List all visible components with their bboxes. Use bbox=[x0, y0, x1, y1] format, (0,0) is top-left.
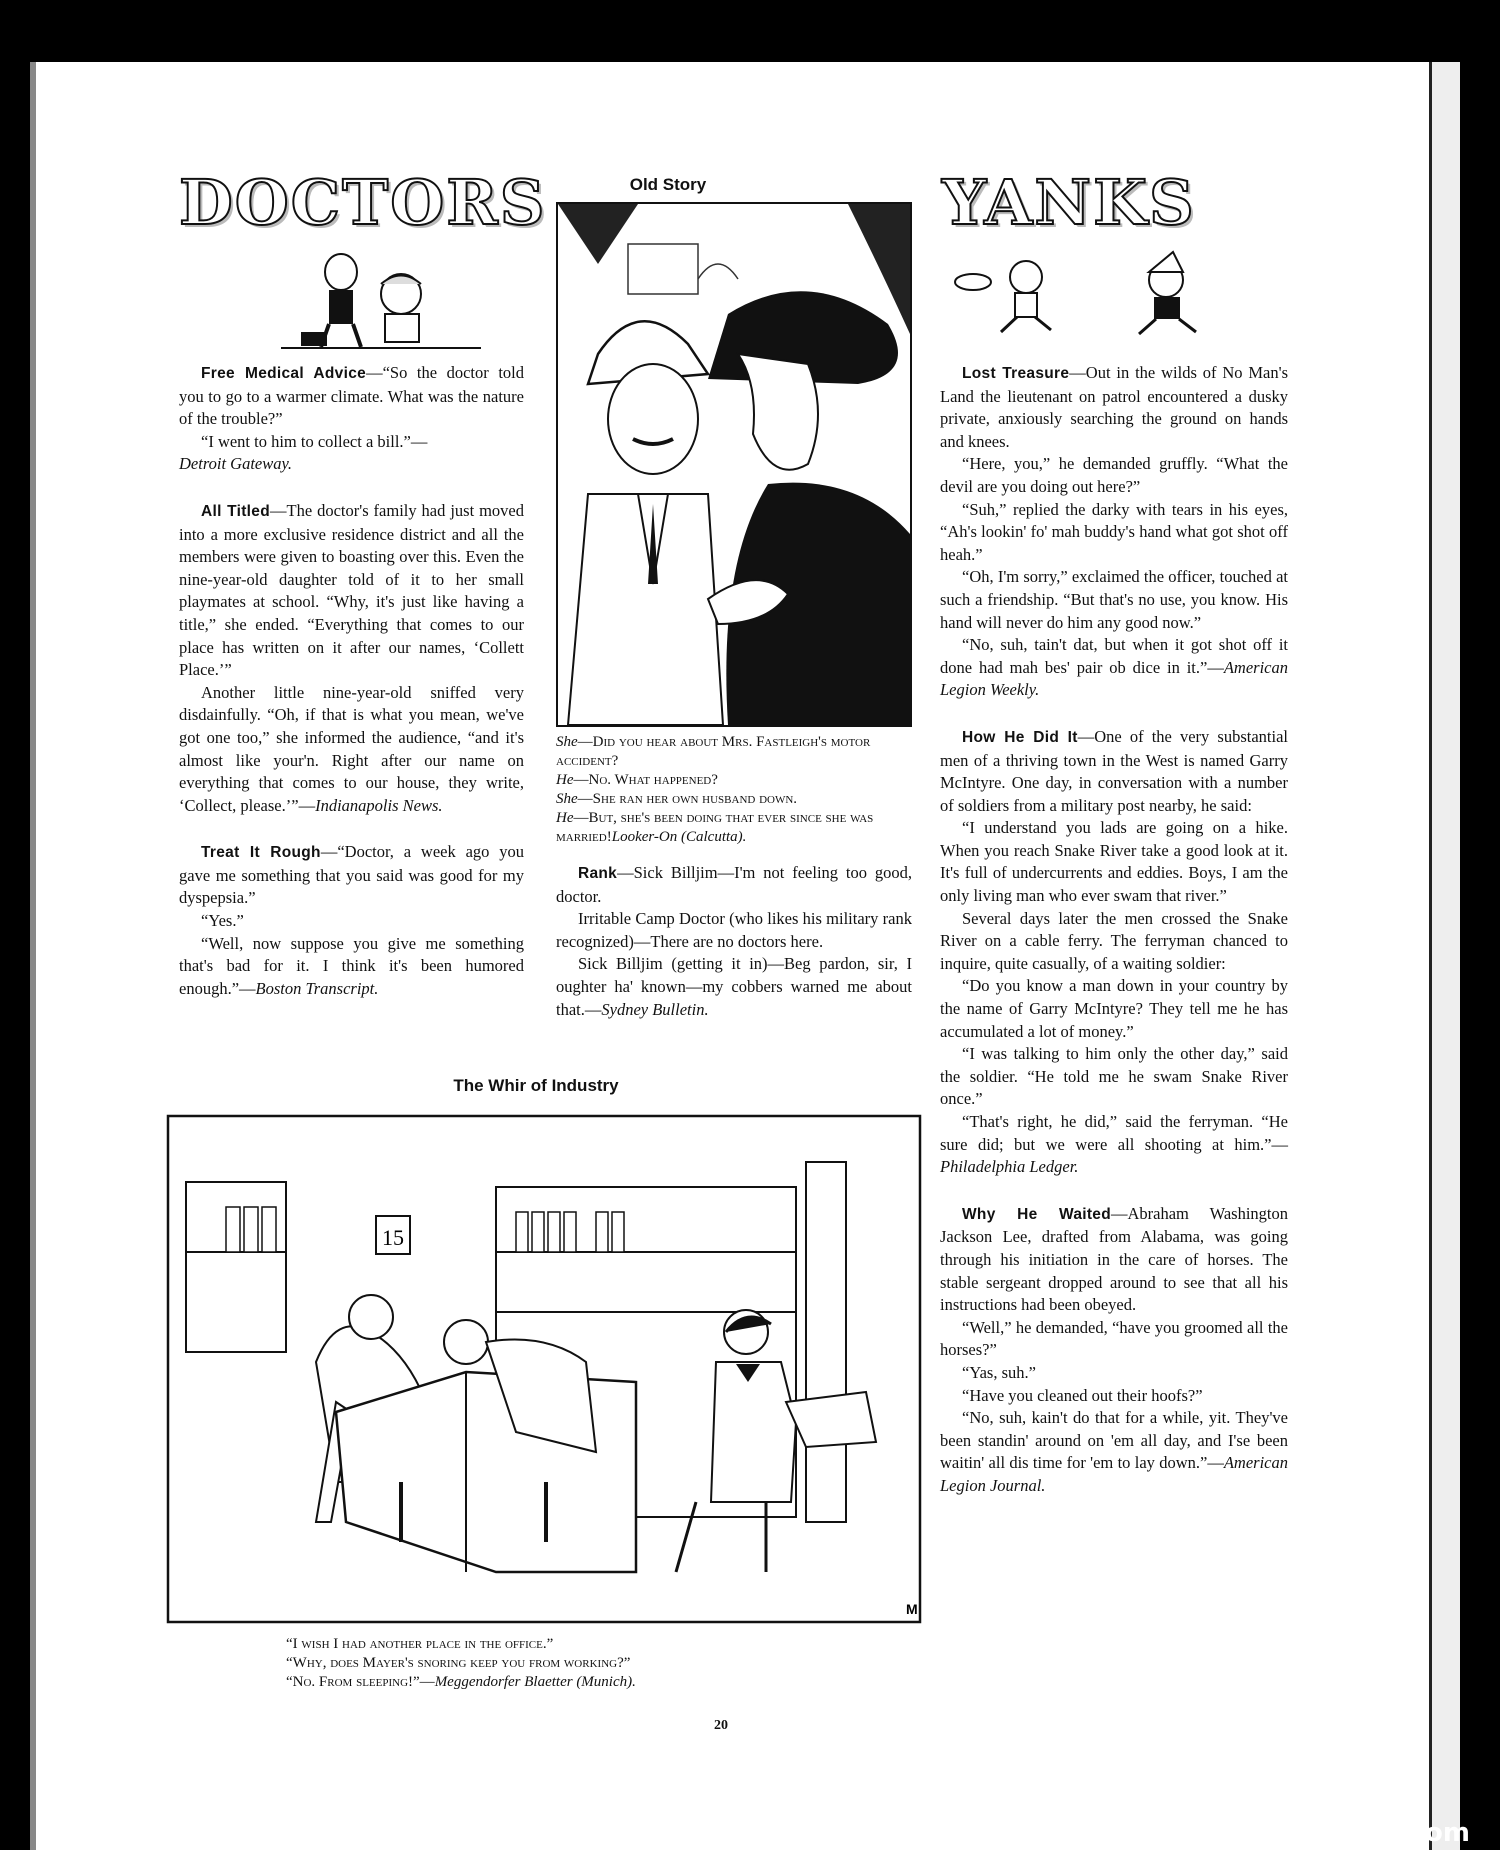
doctors-banner-art bbox=[281, 232, 531, 352]
joke-source: American Legion Weekly. bbox=[940, 657, 1288, 700]
yanks-banner-art bbox=[951, 232, 1251, 342]
joke-text: Irritable Camp Doctor (who likes his military rank recognized)—There are no doctors here. bbox=[556, 909, 912, 951]
whir-caption bbox=[286, 1635, 906, 1692]
doctors-banner: DOCTORS bbox=[179, 166, 547, 239]
joke-source: Detroit Gateway. bbox=[179, 454, 293, 474]
joke-text: —Abraham Washington Jackson Lee, drafted from Alabama, was going through his initiation in the care of horses. The stable sergeant dropped around to see that all his instructions had been obeyed. bbox=[940, 1203, 1288, 1315]
caption-line: “I wish I had another place in the office.” bbox=[286, 1636, 554, 1652]
caption-speaker: She bbox=[556, 734, 578, 750]
caption-line: She—Did you hear about Mrs. Fastleigh's motor accident? bbox=[556, 734, 871, 769]
caption-line: He—No. What happened? bbox=[556, 772, 718, 788]
caption-text: No. What happened? bbox=[588, 772, 718, 788]
joke-text: —“Doctor, a week ago you gave me something that you said was good for my dyspepsia.” bbox=[179, 842, 524, 908]
joke-heading: Free Medical Advice bbox=[201, 365, 367, 382]
joke-text: Sick Billjim (getting it in)—Beg pardon, sir, I oughter ha' known—my cobbers warned me about that.— bbox=[556, 954, 912, 1019]
joke-all-titled bbox=[179, 500, 524, 817]
magazine-page bbox=[30, 62, 1460, 1850]
joke-heading: How He Did It bbox=[962, 728, 1078, 746]
joke-heading: Why He Waited bbox=[962, 1205, 1111, 1223]
caption-line: He—But, she's been doing that ever since she was married!Looker-On (Calcutta). bbox=[556, 810, 874, 845]
whir-title: The Whir of Industry bbox=[453, 1076, 619, 1095]
old-story-title: Old Story bbox=[629, 175, 707, 194]
joke-text: “Here, you,” he demanded gruffly. “What the devil are you doing out here?” bbox=[940, 454, 1288, 496]
caption-speaker: He bbox=[556, 810, 574, 826]
caption-line: She—She ran her own husband down. bbox=[556, 791, 798, 807]
joke-source: Boston Transcript. bbox=[255, 978, 379, 998]
column-yanks bbox=[940, 362, 1288, 1498]
page-number: 20 bbox=[714, 1718, 728, 1733]
joke-lost-treasure bbox=[940, 362, 1288, 702]
joke-text: Another little nine-year-old sniffed very disdainfully. “Oh, if that is what you mean, we've got one too,” she informed the audience, “and it's almost like your'n. Right after our name on everything that comes to our house, they write, ‘Collect, please.’”— bbox=[179, 682, 524, 815]
joke-text: Several days later the men crossed the Snake River on a cable ferry. The ferryman chanced to inquire, quite casually, of a waiting soldier: bbox=[940, 908, 1288, 973]
joke-source: Sydney Bulletin. bbox=[601, 999, 709, 1019]
joke-text: “Well, now suppose you give me something that's bad for it. I think it's been humored enough.”— bbox=[179, 933, 524, 998]
joke-treat-it-rough bbox=[179, 841, 524, 1000]
caption-speaker: She bbox=[556, 791, 578, 807]
joke-heading: Treat It Rough bbox=[201, 844, 321, 862]
joke-text: “Yes.” bbox=[201, 911, 244, 931]
joke-text: —Sick Billjim—I'm not feeling too good, doctor. bbox=[556, 863, 912, 906]
joke-text: —The doctor's family had just moved into a more exclusive residence district and all the members were given to boasting over this. Even the nine-year-old daughter told of it to her small playmates at school. “Why, it's just like having a title,” she ended. “Everything that comes to our place has written on it after our names, ‘Collett Place.’” bbox=[179, 500, 524, 680]
calendar-date: 15 bbox=[382, 1225, 404, 1250]
joke-text: “I understand you lads are going on a hike. When you reach Snake River take a good look at it. It's full of undercurrents and eddies. Boys, I am the only living man who ever swam that river.” bbox=[940, 818, 1288, 906]
yanks-banner: YANKS bbox=[942, 166, 1196, 239]
caption-source: Looker-On (Calcutta). bbox=[611, 829, 747, 845]
joke-text: “I was talking to him only the other day,” said the soldier. “He told me he swam Snake River once.” bbox=[940, 1044, 1288, 1109]
joke-how-he-did-it bbox=[940, 726, 1288, 1179]
joke-text: —Out in the wilds of No Man's Land the lieutenant on patrol encountered a dusky private, anxiously searching the ground on hands and knees. bbox=[940, 363, 1288, 451]
column-doctors bbox=[179, 362, 524, 1000]
joke-text: “Do you know a man down in your country by the name of Garry McIntyre? They tell me he has accumulated a lot of money.” bbox=[940, 976, 1288, 1041]
column-rank bbox=[556, 862, 912, 1021]
whir-drawing bbox=[166, 1102, 922, 1624]
caption-source: Meggendorfer Blaetter (Munich). bbox=[434, 1674, 636, 1690]
artist-signature: M bbox=[906, 1601, 918, 1617]
site-watermark: comicbooks.com bbox=[1227, 1818, 1470, 1848]
joke-text: “Suh,” replied the darky with tears in his eyes, “Ah's lookin' fo' mah buddy's hand what got shot off heah.” bbox=[940, 499, 1288, 564]
joke-source: Indianapolis News. bbox=[315, 795, 443, 815]
joke-text: “No, suh, tain't dat, but when it got shot off it done had mah bes' pair ob dice in it.”— bbox=[940, 635, 1288, 677]
joke-free-medical-advice bbox=[179, 362, 524, 476]
caption-speaker: He bbox=[556, 772, 574, 788]
joke-heading: Lost Treasure bbox=[962, 365, 1070, 382]
caption-line: “Why, does Mayer's snoring keep you from working?” bbox=[286, 1655, 631, 1671]
joke-text: —One of the very substantial men of a thriving town in the West is named Garry McIntyre. One day, in conversation with a number of soldiers from a military post nearby, he said: bbox=[940, 726, 1288, 815]
caption-line bbox=[286, 1673, 906, 1692]
joke-source: American Legion Journal. bbox=[940, 1453, 1288, 1495]
joke-heading: All Titled bbox=[201, 502, 270, 520]
joke-text: “No, suh, kain't do that for a while, yit. They've been standin' around on 'em all day, and I'se been waitin' all dis time for 'em to lay down.”— bbox=[940, 1408, 1288, 1473]
caption-text: But, she's been doing that ever since she was married! bbox=[556, 810, 874, 845]
joke-why-he-waited bbox=[940, 1203, 1288, 1498]
caption-text: “No. From sleeping!”— bbox=[286, 1674, 435, 1690]
old-story-illustration bbox=[556, 202, 912, 727]
joke-text: “Have you cleaned out their hoofs?” bbox=[962, 1385, 1203, 1405]
joke-text: “I went to him to collect a bill.”— bbox=[201, 431, 428, 451]
old-story-drawing bbox=[558, 204, 910, 725]
joke-text: “That's right, he did,” said the ferryman. “He sure did; but we were all shooting at him.”— bbox=[940, 1112, 1288, 1154]
old-story-caption bbox=[556, 733, 912, 847]
joke-heading: Rank bbox=[578, 865, 618, 882]
joke-text: “Oh, I'm sorry,” exclaimed the officer, touched at such a friendship. “But that's no use, you know. His hand will never do him any good now.” bbox=[940, 567, 1288, 632]
joke-text: “Well,” he demanded, “have you groomed all the horses?” bbox=[940, 1317, 1288, 1360]
caption-text: Did you hear about Mrs. Fastleigh's motor accident? bbox=[556, 734, 871, 769]
whir-illustration bbox=[166, 1102, 922, 1624]
joke-text: —“So the doctor told you to go to a warmer climate. What was the nature of the trouble?” bbox=[179, 363, 524, 429]
page-edge bbox=[1429, 62, 1460, 1850]
caption-text: She ran her own husband down. bbox=[592, 791, 798, 807]
joke-source: Philadelphia Ledger. bbox=[940, 1157, 1079, 1177]
joke-text: “Yas, suh.” bbox=[962, 1362, 1036, 1382]
